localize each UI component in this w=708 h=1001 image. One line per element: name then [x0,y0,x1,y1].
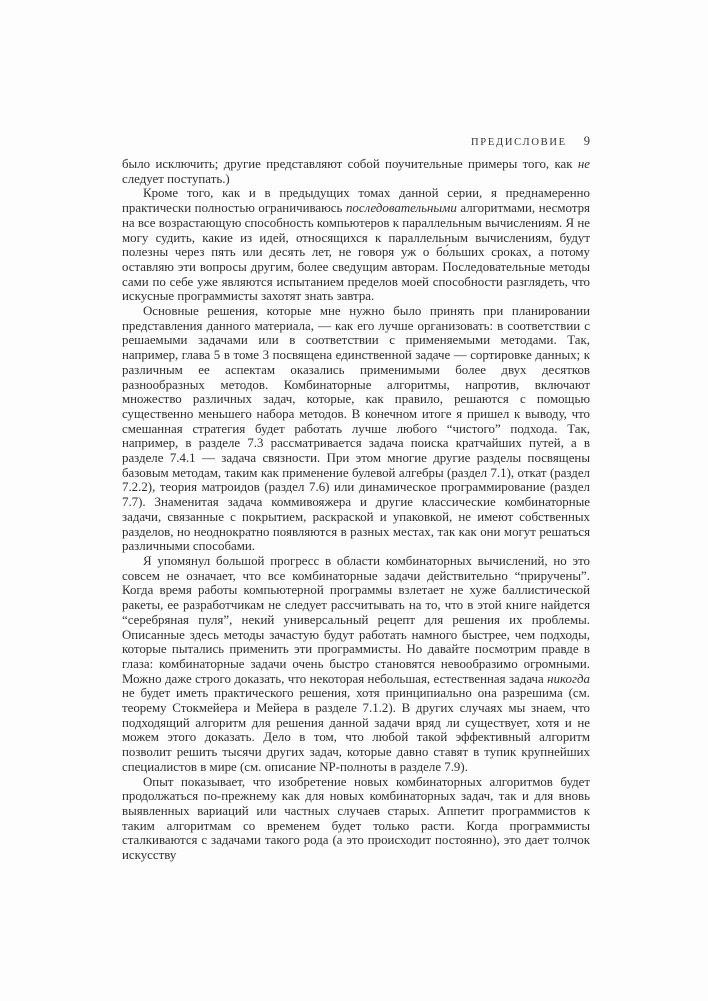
running-head [122,134,590,149]
text-run: алгоритмами, несмотря на все возрастающую способность компьютеров к параллельным вычислениям. Я не могу судить, какие из идей, относящихся к параллельным вычислениям, будут полезны через пять или десять лет, не говоря уж о бо́льших сроках, а потому оставляю эти вопросы другим, более сведущим авторам. Последовательные методы сами по себе уже являются испытанием пределов моей способности разглядеть, что искусные программисты захотят знать завтра. [122,201,590,304]
paragraph [122,186,590,304]
emphasized-text-run: не [577,157,590,171]
running-head-title: ПРЕДИСЛОВИЕ [471,137,567,148]
page-body [122,157,590,863]
emphasized-text-run: никогда [547,671,590,686]
text-run: Основные решения, которые мне нужно было принять при планировании представления данного материала, — как его лучше организовать: в соответствии с решаемыми задачами или в соответствии с применяемыми методами. Так, например, глава 5 в томе 3 посвящена единственной задаче — сортировке данных; к различным ее аспектам оказались применимыми более двух десятков разнообразных методов. Комбинаторные алгоритмы, напротив, включают множество различных задач, которые, как правило, решаются с помощью существенно меньшего набора методов. В конечном итоге я пришел к выводу, что смешанная стратегия будет работать лучше любого “чистого” подхода. Так, например, в разделе 7.3 рассматривается задача поиска кратчайших путей, а в разделе 7.4.1 — задача связности. При этом многие другие разделы посвящены базовым методам, таким как применение булевой алгебры (раздел 7.1), откат (раздел 7.2.2), теория матроидов (раздел 7.6) или динамическое программирование (раздел 7.7). Знаменитая задача коммивояжера и другие классические комбинаторные задачи, связанные с покрытием, раскраской и упаковкой, не имеют собственных разделов, но неоднократно появляются в разных местах, так как они могут решаться различными способами. [122,304,590,554]
paragraph [122,554,590,775]
emphasized-text-run: последовательными [345,201,457,216]
text-run: Кроме того, как и в предыдущих томах данной серии, я преднамеренно практически полностью ограничиваюсь [122,186,590,216]
text-run: было исключить; другие представляют собой поучительные примеры того, как [122,157,578,171]
page-number: 9 [583,134,590,148]
text-run: не будет иметь практического решения, хотя принципиально она разрешима (см. теорему Стокмейера и Мейера в разделе 7.1.2). В других случаях мы знаем, что подходящий алгоритм для решения данной задачи вряд ли существует, хотя и не можем этого доказать. Дело в том, что любой такой эффективный алгоритм позволит решить тысячи других задач, которые давно ставят в тупик крупнейших специалистов в мире (см. описание NP-полноты в разделе 7.9). [122,686,590,774]
text-run: Опыт показывает, что изобретение новых комбинаторных алгоритмов будет продолжаться по-прежнему как для новых комбинаторных задач, так и для вновь выявленных вариаций или частных случаев старых. Аппетит программистов к таким алгоритмам со временем будет только расти. Когда программисты сталкиваются с задачами такого рода (а это происходит постоянно), это дает толчок искусству [122,774,590,863]
paragraph [122,775,590,863]
paragraph [122,304,590,554]
paragraph [122,157,590,186]
text-run: Я упомянул большой прогресс в области комбинаторных вычислений, но это совсем не означает, что все комбинаторные задачи действительно “приручены”. Когда время работы компьютерной программы взлетает не хуже баллистической ракеты, ее разработчикам не следует рассчитывать на то, что в этой книге найдется “серебряная пуля”, некий универсальный рецепт для решения их проблемы. Описанные здесь методы зачастую будут работать намного быстрее, чем подходы, которые пытались применить эти программисты. Но давайте посмотрим правде в глаза: комбинаторные задачи очень быстро становятся невообразимо огромными. Можно даже строго доказать, что некоторая небольшая, естественная задача [122,553,590,686]
text-run: следует поступать.) [122,171,230,186]
